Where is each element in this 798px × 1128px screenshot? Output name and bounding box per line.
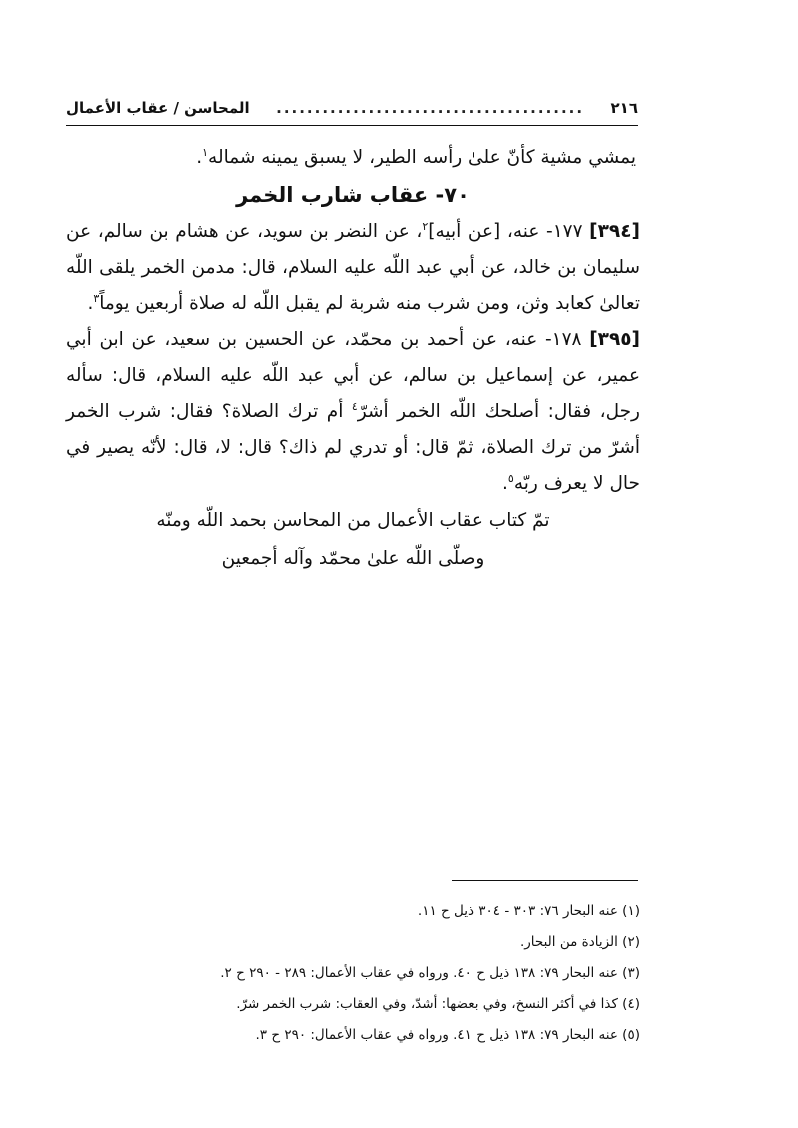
paragraph-text: ، عن النضر بن سويد، عن هشام بن سالم، عن سليمان بن خالد، عن أبي عبد اللّه عليه السلام، قال: مدمن الخمر يلقى اللّه تعالىٰ كعابد وثن، ومن شرب منه شربة لم يقبل اللّه له صلاة أربعين يوماً — [66, 221, 640, 314]
colophon-line-2: وصلّى اللّه علىٰ محمّد وآله أجمعين — [221, 548, 485, 569]
footnote-1: (١) عنه البحار ٧٦: ٣٠٣ - ٣٠٤ ذيل ح ١١. — [417, 903, 640, 919]
footnote-2: (٢) الزيادة من البحار. — [519, 934, 640, 950]
footnote-ref-5: ٥ — [507, 471, 514, 485]
paragraph-395: [٣٩٥] ١٧٨- عنه، عن أحمد بن محمّد، عن الحسين بن سعيد، عن ابن أبي عمير، عن إسماعيل بن سالم، عن أبي عبد اللّه عليه السلام، قال: سأله رجل، فقال: أصلحك اللّه الخمر أشرّ$^٤$ أم ترك الصلاة؟ فقال: شرب الخمر أشرّ من ترك الصلاة، ثمّ قال: أو تدري لم ذاك؟ قال: لا، قال: لأنّه يصير في حال لا يعرف ربّه$^٥$. — [66, 329, 640, 494]
continuation-text: يمشي مشية كأنّ علىٰ رأسه الطير، لا يسبق يمينه شماله — [208, 147, 636, 168]
footnote-3: (٣) عنه البحار ٧٩: ١٣٨ ذيل ح ٤٠. ورواه في عقاب الأعمال: ٢٨٩ - ٢٩٠ ح ٢. — [220, 965, 640, 981]
footnote-ref-1: ١ — [202, 145, 209, 159]
colophon-line-1: تمّ كتاب عقاب الأعمال من المحاسن بحمد اللّه ومنّه — [156, 510, 550, 531]
footnote-separator — [452, 880, 638, 881]
leader-dots: ........................................ — [276, 99, 585, 117]
paragraph-number: [٣٩٤] — [589, 221, 640, 242]
continuation-line: يمشي مشية كأنّ علىٰ رأسه الطير، لا يسبق يمينه شماله$^١$. — [196, 145, 636, 168]
footnote-ref-3: ٣ — [93, 291, 100, 305]
footnote-ref-4: ٤ — [351, 399, 358, 413]
paragraph-number: [٣٩٥] — [589, 329, 640, 350]
paragraph-text: أم ترك الصلاة؟ فقال: شرب الخمر أشرّ من ترك الصلاة، ثمّ قال: أو تدري لم ذاك؟ قال: لا، قال: لأنّه يصير في حال لا يعرف ربّه — [66, 401, 640, 494]
section-heading: ٧٠- عقاب شارب الخمر — [236, 183, 470, 207]
main-text — [66, 140, 640, 578]
running-title: المحاسن / عقاب الأعمال — [66, 99, 250, 117]
paragraph-394: [٣٩٤] ١٧٧- عنه، [عن أبيه]$^٢$، عن النضر بن سويد، عن هشام بن سالم، عن سليمان بن خالد، عن أبي عبد اللّه عليه السلام، قال: مدمن الخمر يلقى اللّه تعالىٰ كعابد وثن، ومن شرب منه شربة لم يقبل اللّه له صلاة أربعين يوماً$^٣$. — [66, 219, 640, 314]
paragraph-text: ١٧٨- عنه، عن أحمد بن محمّد، عن الحسين بن سعيد، عن ابن أبي عمير، عن إسماعيل بن سالم، عن أبي عبد اللّه عليه السلام، قال: سأله رجل، فقال: أصلحك اللّه الخمر أشرّ — [66, 329, 640, 422]
footnote-ref-2: ٢ — [422, 219, 429, 233]
footnote-5: (٥) عنه البحار ٧٩: ١٣٨ ذيل ح ٤١. ورواه في عقاب الأعمال: ٢٩٠ ح ٣. — [255, 1027, 640, 1043]
footnotes — [66, 896, 640, 1051]
page-number: ٢١٦ — [610, 99, 638, 117]
footnote-4: (٤) كذا في أكثر النسخ، وفي بعضها: أشدّ، وفي العقاب: شرب الخمر شرّ. — [236, 996, 640, 1012]
paragraph-text: ١٧٧- عنه، [عن أبيه] — [428, 221, 590, 242]
running-head — [66, 95, 638, 126]
